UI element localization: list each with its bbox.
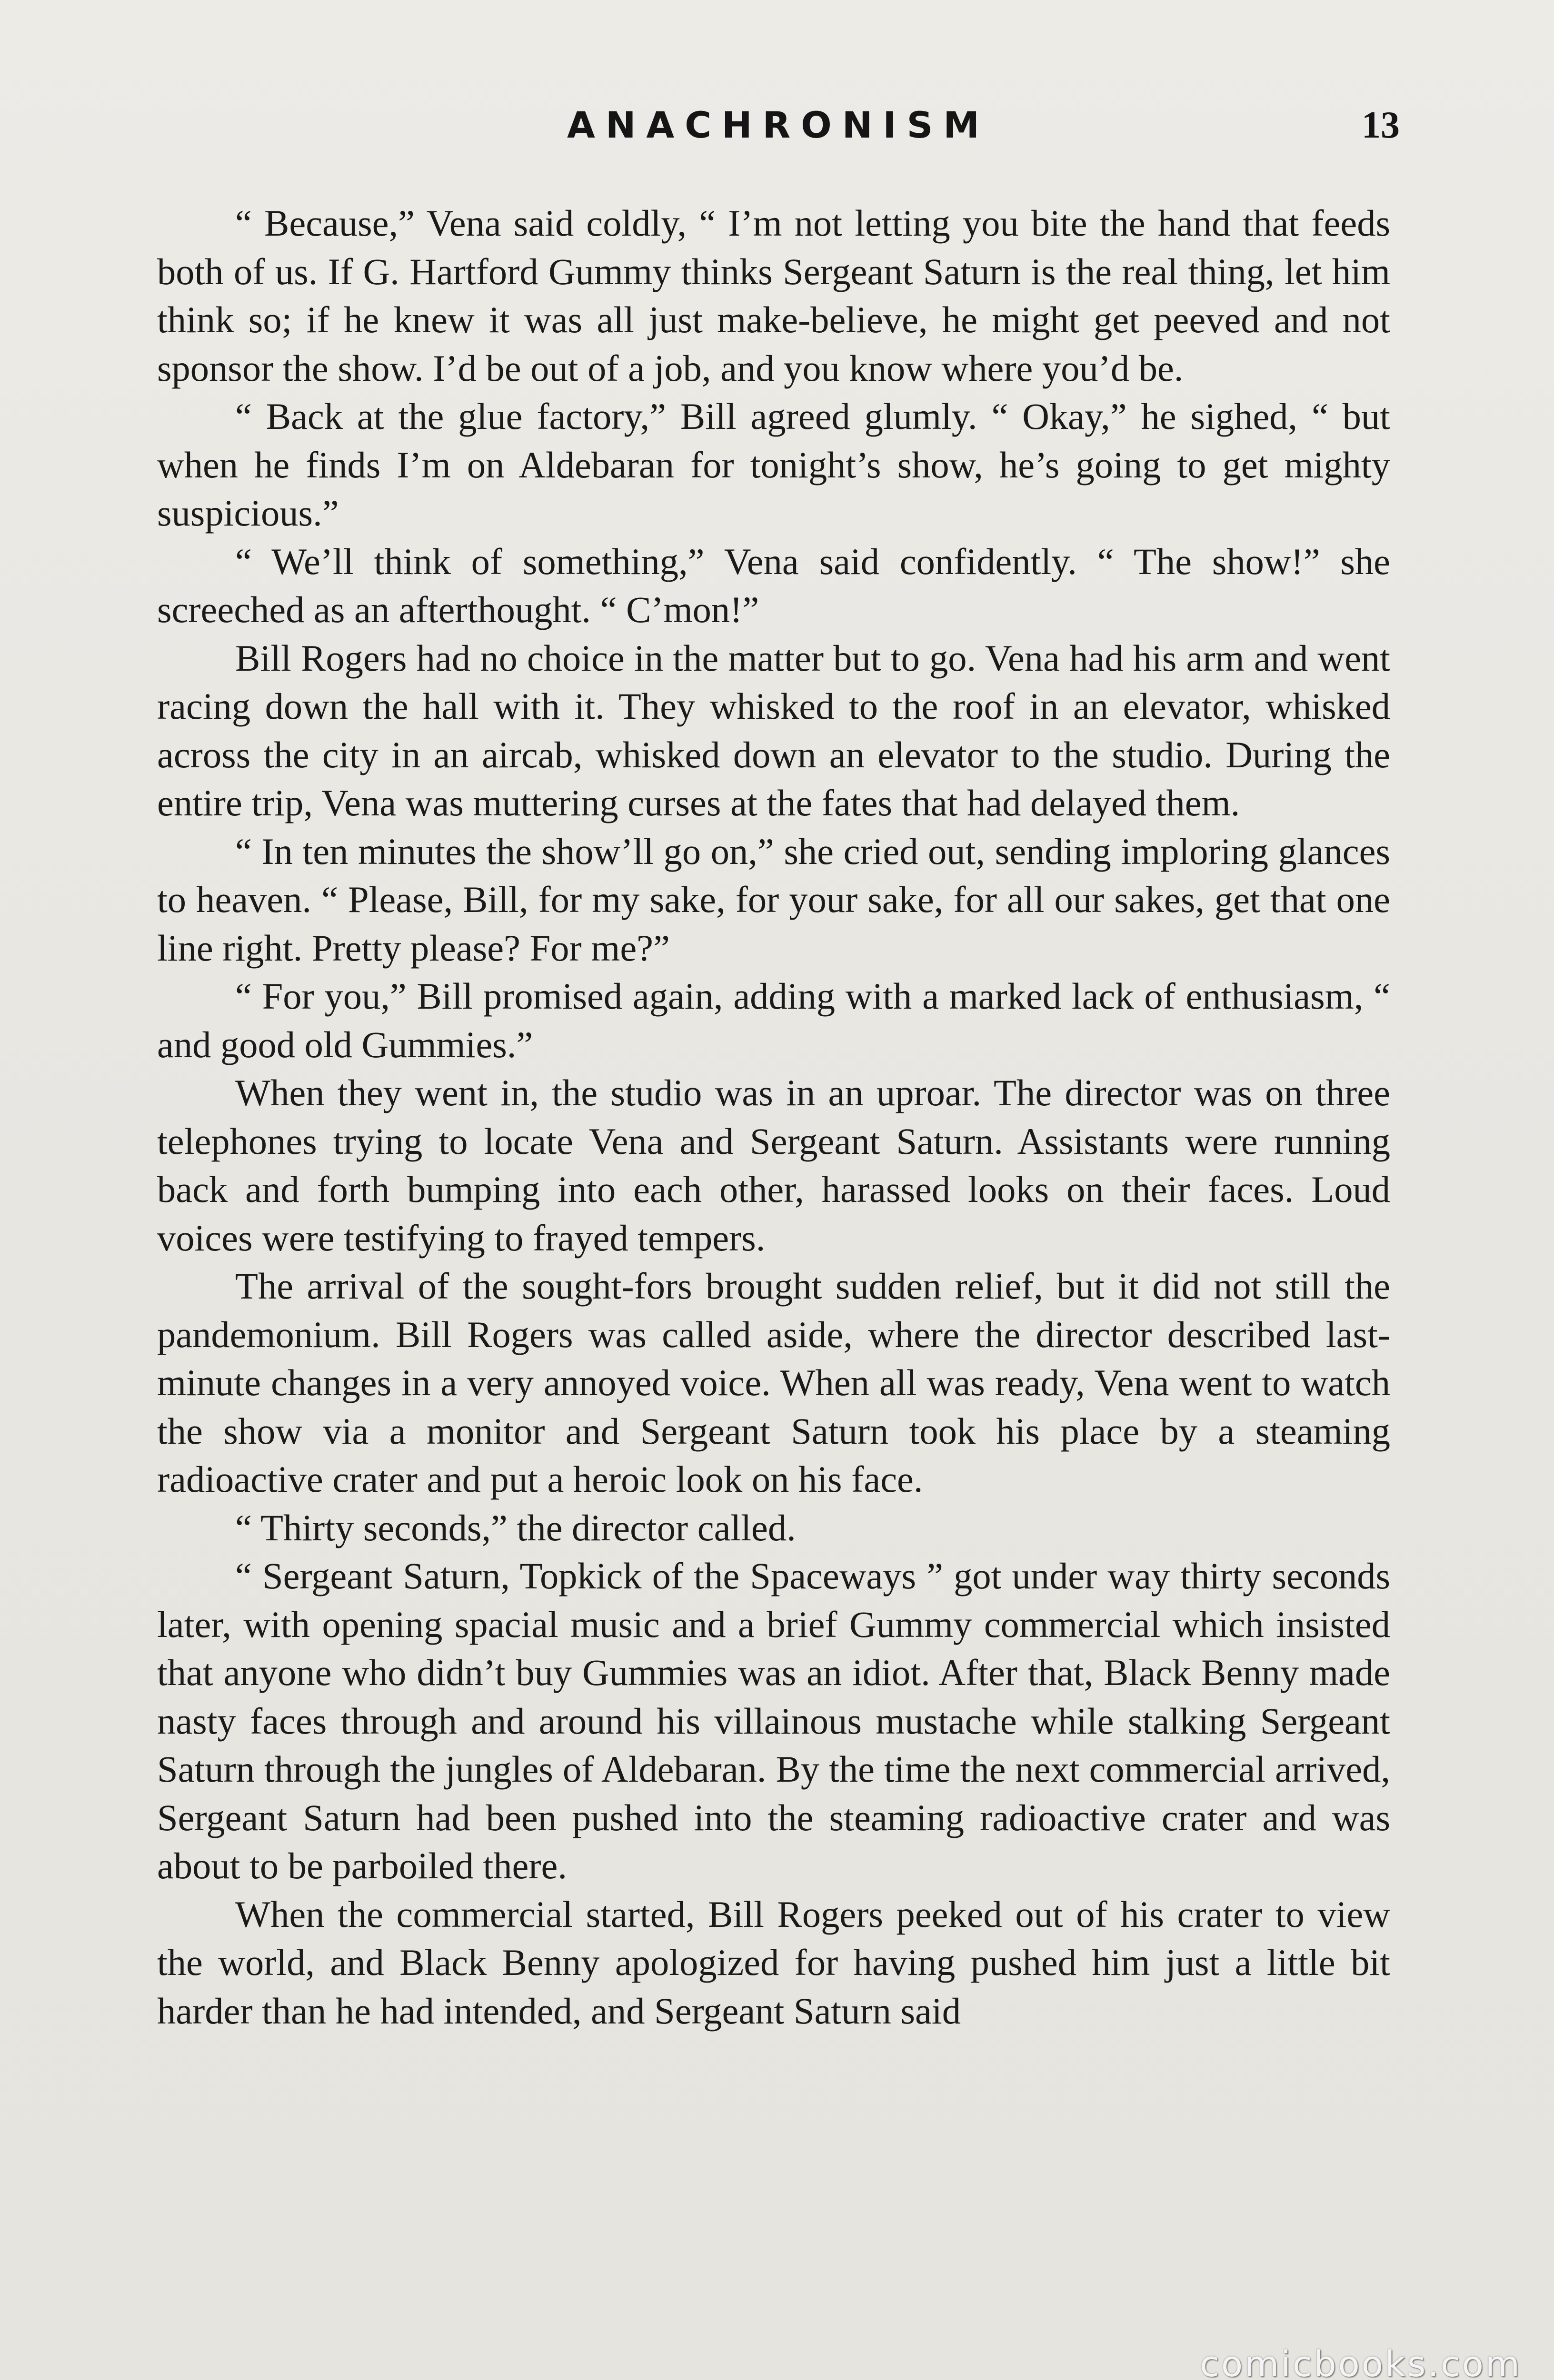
page-header: [157, 104, 1400, 156]
body-text: [157, 199, 1390, 2035]
paragraph: “ Sergeant Saturn, Topkick of the Spaceways ” got under way thirty seconds later, with opening spacial music and a brief Gummy commercial which insisted that anyone who didn’t buy Gummies was an idiot. After that, Black Benny made nasty faces through and around his villainous mustache while stalking Sergeant Saturn through the jungles of Aldebaran. By the time the next commercial arrived, Sergeant Saturn had been pushed into the steaming radioactive crater and was about to be parboiled there.: [157, 1555, 1390, 1886]
paragraph: When they went in, the studio was in an uproar. The director was on three telephones trying to locate Vena and Sergeant Saturn. Assistants were running back and forth bumping into each other, harassed looks on their faces. Loud voices were testifying to frayed tempers.: [157, 1072, 1390, 1259]
running-title: ANACHRONISM: [567, 104, 990, 146]
paragraph: “ Because,” Vena said coldly, “ I’m not letting you bite the hand that feeds both of us. If G. Hartford Gummy thinks Sergeant Saturn is the real thing, let him think so; if he knew it was all just make-believe, he might get peeved and not sponsor the show. I’d be out of a job, and you know where you’d be.: [157, 202, 1390, 389]
paragraph: The arrival of the sought-fors brought sudden relief, but it did not still the pandemonium. Bill Rogers was called aside, where the director described last-minute changes in a very annoyed voice. When all was ready, Vena went to watch the show via a monitor and Sergeant Saturn took his place by a steaming radioactive crater and put a heroic look on his face.: [157, 1265, 1390, 1500]
paragraph: When the commercial started, Bill Rogers peeked out of his crater to view the world, and Black Benny apologized for having pushed him just a little bit harder than he had intended, and Sergeant Saturn said: [157, 1893, 1390, 2032]
paragraph: “ We’ll think of something,” Vena said confidently. “ The show!” she screeched as an afterthought. “ C’mon!”: [157, 540, 1390, 630]
paragraph: “ Back at the glue factory,” Bill agreed glumly. “ Okay,” he sighed, “ but when he finds I’m on Aldebaran for tonight’s show, he’s going to get mighty suspicious.”: [157, 396, 1390, 534]
page-number: 13: [1362, 104, 1400, 146]
paragraph: Bill Rogers had no choice in the matter but to go. Vena had his arm and went racing down the hall with it. They whisked to the roof in an elevator, whisked across the city in an aircab, whisked down an elevator to the studio. During the entire trip, Vena was muttering curses at the fates that had delayed them.: [157, 637, 1390, 823]
paragraph: “ For you,” Bill promised again, adding with a marked lack of enthusiasm, “ and good old Gummies.”: [157, 975, 1390, 1065]
paragraph: “ In ten minutes the show’ll go on,” she cried out, sending imploring glances to heaven. “ Please, Bill, for my sake, for your sake, for all our sakes, get that one line right. Pretty please? For me?”: [157, 830, 1390, 969]
watermark: comicbooks.com: [1200, 2344, 1522, 2380]
paragraph: “ Thirty seconds,” the director called.: [235, 1507, 796, 1548]
